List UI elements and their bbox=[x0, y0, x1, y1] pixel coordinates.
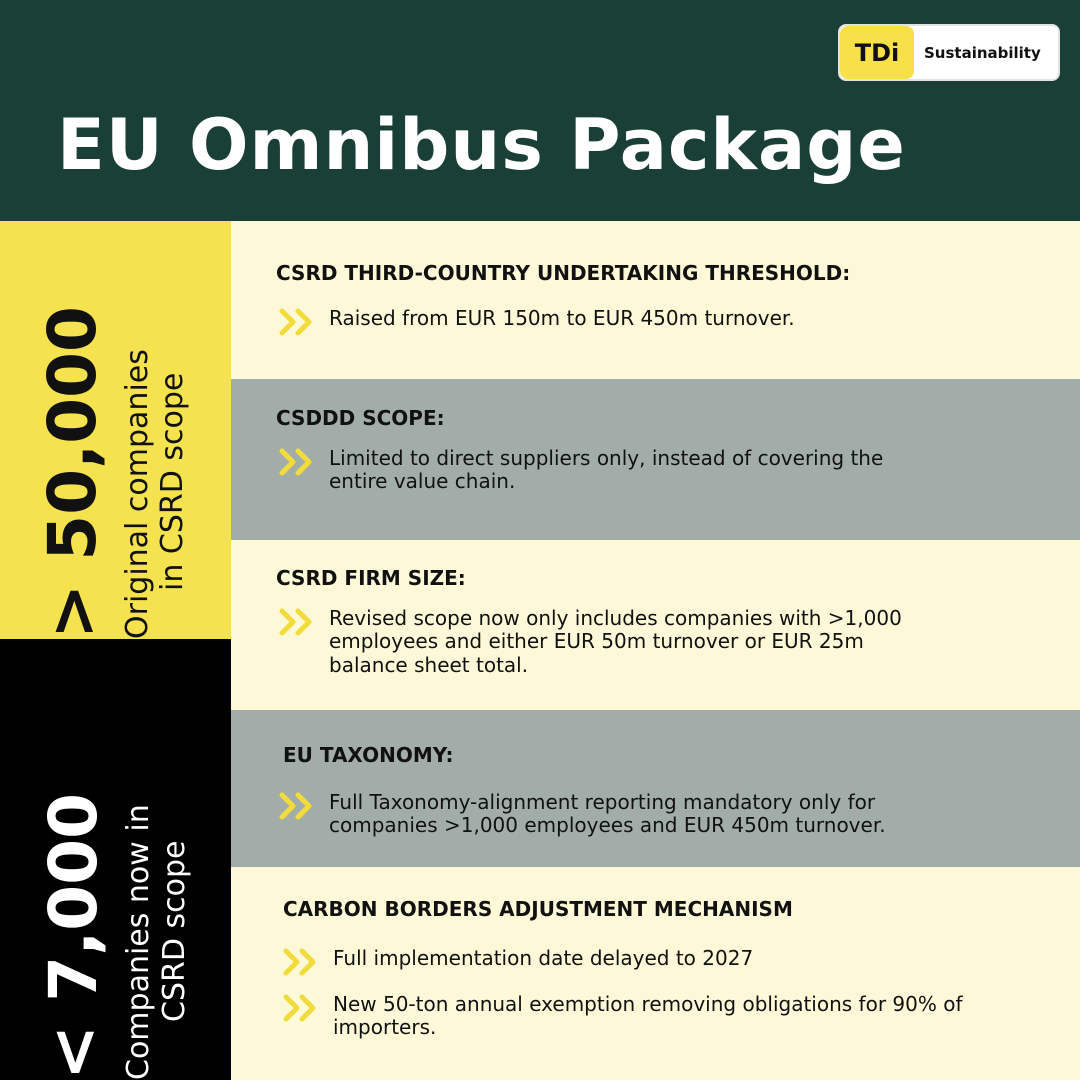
bullet-text: Full implementation date delayed to 2027 bbox=[333, 946, 754, 970]
section-title: EU TAXONOMY: bbox=[283, 743, 454, 767]
bullet-item bbox=[279, 447, 929, 494]
bullet-text: Full Taxonomy-alignment reporting mandatory only for companies >1,000 employees and EUR 450m turnover. bbox=[329, 790, 886, 838]
section-csddd-scope bbox=[231, 379, 1080, 540]
section-title: CARBON BORDERS ADJUSTMENT MECHANISM bbox=[283, 897, 793, 921]
section-eu-taxonomy bbox=[231, 710, 1080, 867]
double-chevron-right-icon bbox=[279, 607, 319, 637]
bullet-text: Raised from EUR 150m to EUR 450m turnover. bbox=[329, 306, 795, 330]
bullet-text: Limited to direct suppliers only, instead of covering the entire value chain. bbox=[329, 446, 884, 494]
bullet-item bbox=[283, 947, 973, 977]
stat-original-label-1: Original companies bbox=[119, 349, 155, 639]
double-chevron-right-icon bbox=[279, 307, 319, 337]
double-chevron-right-icon bbox=[283, 947, 323, 977]
stat-now-label-1: Companies now in bbox=[121, 804, 157, 1080]
double-chevron-right-icon bbox=[279, 791, 319, 821]
double-chevron-right-icon bbox=[279, 447, 319, 477]
bullet-item bbox=[279, 791, 989, 838]
page-title: EU Omnibus Package bbox=[57, 104, 906, 186]
section-title: CSRD FIRM SIZE: bbox=[276, 566, 466, 590]
section-csrd-firm-size bbox=[231, 540, 1080, 710]
stat-now-value: < 7,000 bbox=[35, 792, 113, 1080]
logo-mark: TDi bbox=[840, 26, 914, 79]
section-csrd-third-country bbox=[231, 221, 1080, 379]
bullet-text: Revised scope now only includes companies with >1,000 employees and either EUR 50m turnover or EUR 25m balance sheet total. bbox=[329, 606, 902, 677]
double-chevron-right-icon bbox=[283, 993, 323, 1023]
section-title: CSRD THIRD-COUNTRY UNDERTAKING THRESHOLD: bbox=[276, 261, 851, 285]
logo-text: Sustainability bbox=[924, 43, 1041, 62]
bullet-item bbox=[283, 993, 983, 1040]
stat-original-value: > 50,000 bbox=[33, 306, 111, 639]
stat-original-label-2: in CSRD scope bbox=[155, 372, 190, 591]
stat-now-label-2: CSRD scope bbox=[156, 840, 192, 1022]
header bbox=[0, 0, 1080, 221]
section-cbam bbox=[231, 867, 1080, 1080]
bullet-item bbox=[279, 607, 919, 677]
section-title: CSDDD SCOPE: bbox=[276, 406, 445, 430]
bullet-item bbox=[279, 307, 969, 337]
bullet-text: New 50-ton annual exemption removing obligations for 90% of importers. bbox=[333, 992, 963, 1040]
brand-logo bbox=[838, 24, 1060, 81]
